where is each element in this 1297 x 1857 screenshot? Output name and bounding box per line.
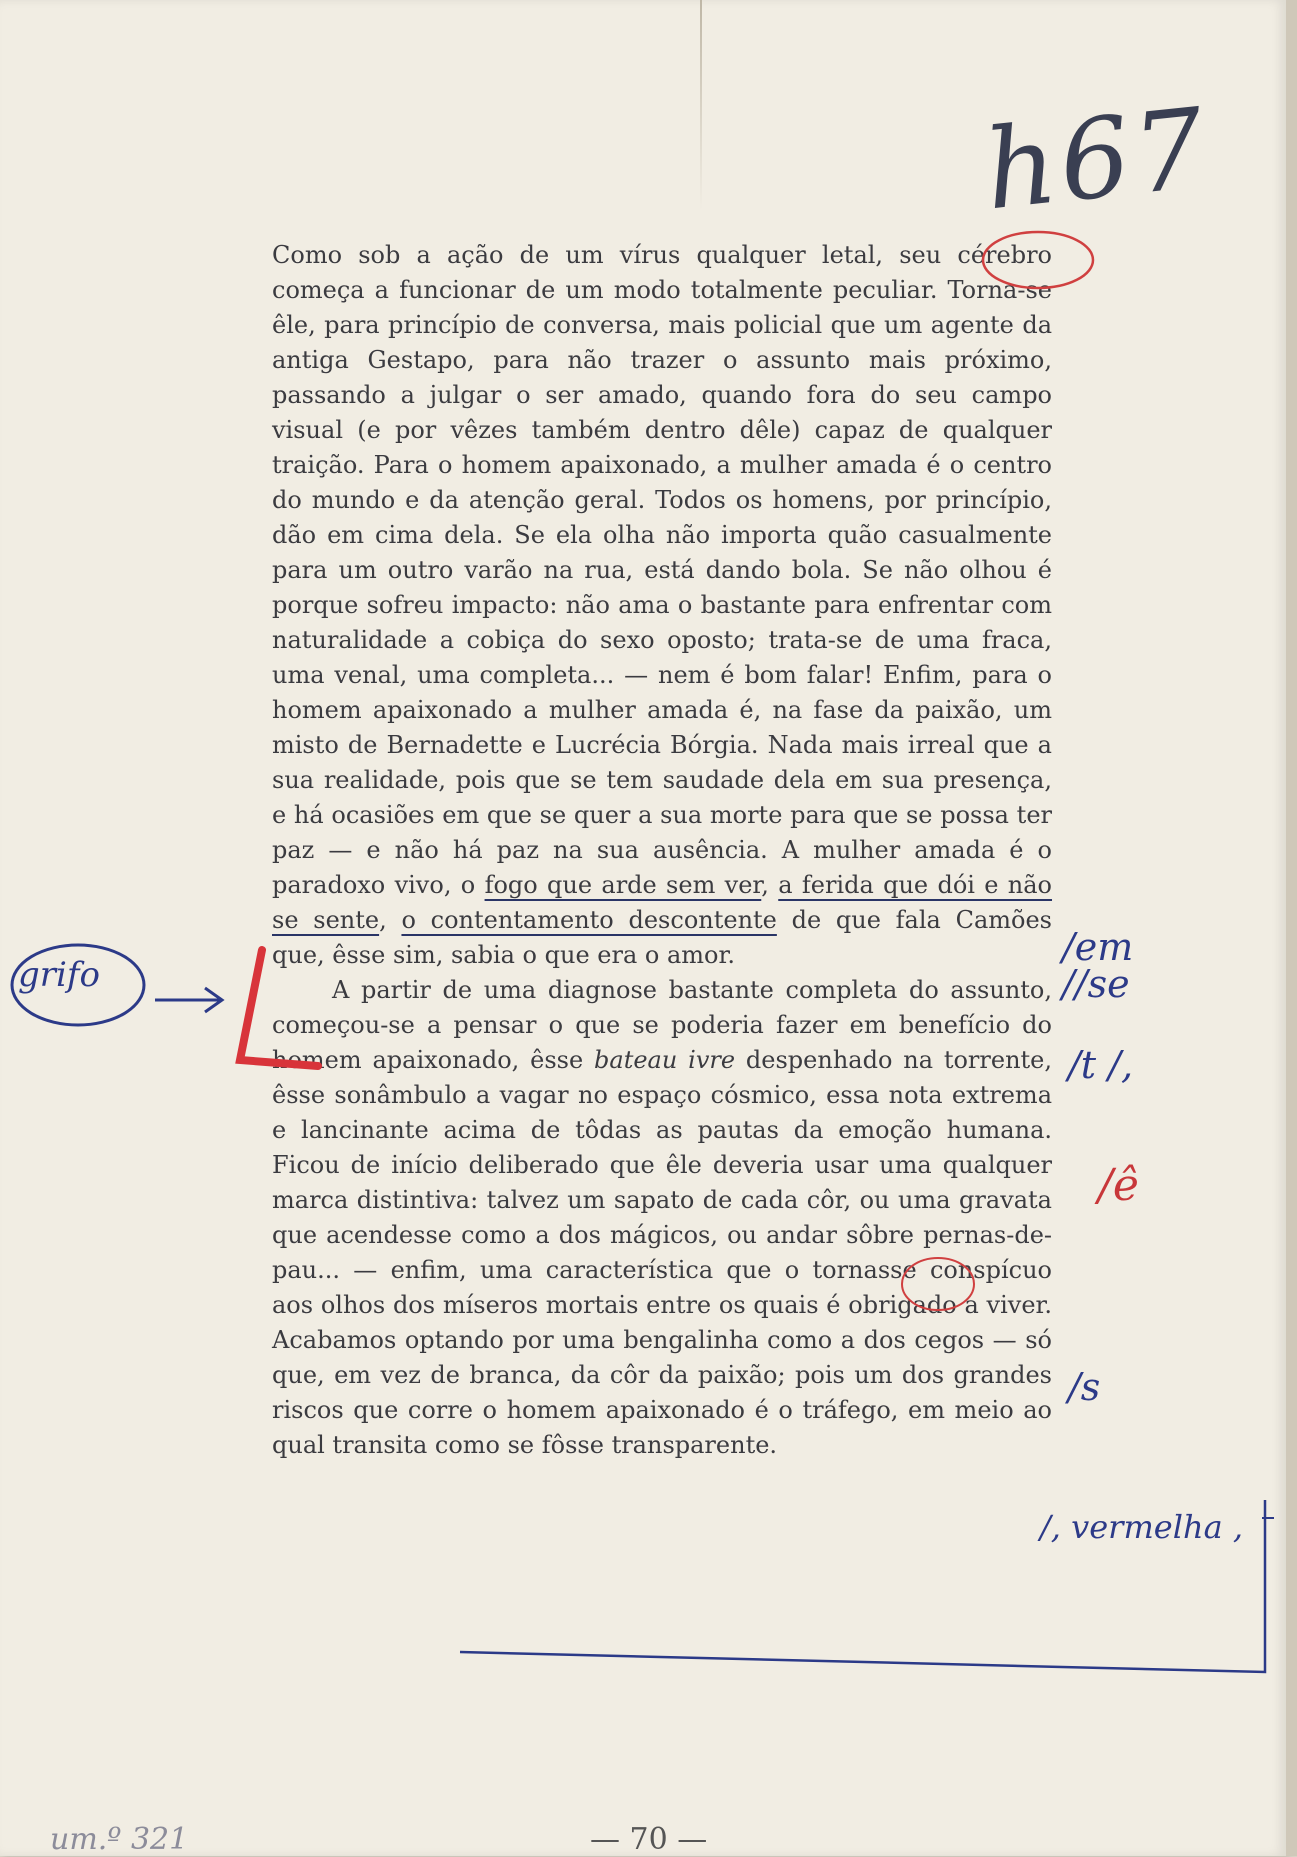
bottom-left-note: um.º 321 [50,1822,189,1857]
text-segment-normal: de que fala Camões que, êsse sim, sabia o que era o amor. [272,906,1052,969]
folio-number: — 70 — [590,1822,708,1857]
handwritten-page-number: h67 [978,83,1214,235]
text-segment-normal: despenhado na torrente, êsse sonâmbulo a vagar no espaço cósmico, essa nota extrema e lancinante acima de tôdas as pautas da emoção humana. Ficou de início deliberado que êle deveria usar uma qualquer marca distintiva: talvez um sapato de cada côr, ou uma gravata que acendesse como a dos mágicos, ou andar sôbre pernas-de-pau... — enfim, uma característica que o tornasse conspícuo aos olhos dos míseros mortais entre os quais é obrigado a viver. Acabamos optando por uma bengalinha como a dos cegos — só que, em vez de branca, da côr da paixão; pois um dos grandes riscos que corre o homem apaixonado é o tráfego, em meio ao qual transita como se fôsse transparente. [272,1046,1053,1459]
text-segment-underline: a ferida que dói e não se sente [272,871,1053,934]
blue-bracket [460,1500,1265,1672]
text-segment-underline: fogo que arde sem ver [484,871,762,899]
margin-note-s: /s [1068,1365,1101,1409]
margin-note-it: /t /, [1068,1043,1134,1087]
margin-note-em: /em [1062,925,1134,969]
text-segment-italic: bateau ivre [594,1046,736,1074]
margin-note-vermelha: /, vermelha , [1040,1508,1243,1546]
text-segment-normal: , [761,871,779,899]
red-circle-cerebro [983,232,1093,288]
text-segment-underline: o contentamento descontente [401,906,777,934]
grifo-circle [12,945,144,1025]
margin-note-e: /ê [1098,1160,1139,1211]
red-circle-deliberado [902,1258,974,1310]
text-segment-normal: Como sob a ação de um vírus qualquer letal, seu cérebro começa a funcionar de um modo totalmente peculiar. Torna-se êle, para princípio de conversa, mais policial que um agente da antiga Gestapo, para não trazer o assunto mais próximo, passando a julgar o ser amado, quando fora do seu campo visual (e por vêzes também dentro dêle) capaz de qualquer traição. Para o homem apaixonado, a mulher amada é o centro do mundo e da atenção geral. Todos os homens, por princípio, dão em cima dela. Se ela olha não importa quão casualmente para um outro varão na rua, está dando bola. Se não olhou é porque sofreu impacto: não ama o bastante para enfrentar com naturalidade a cobiça do sexo oposto; trata-se de uma fraca, uma venal, uma completa... — nem é bom falar! Enfim, para o homem apaixonado a mulher amada é, na fase da paixão, um misto de Bernadette e Lucrécia Bórgia. Nada mais irreal que a sua realidade, pois que se tem saudade dela em sua presença, e há ocasiões em que se quer a sua morte para que se possa ter paz — e não há paz na sua ausência. A mulher amada é o paradoxo vivo, o [272,241,1052,899]
margin-note-se: //se [1062,962,1130,1006]
text-segment-normal: A partir de uma diagnose bastante completa do assunto, começou-se a pensar o que se poderia fazer em benefício do homem apaixonado, êsse [272,976,1052,1074]
margin-note-grifo: grifo [18,955,100,995]
red-bracket [240,950,318,1066]
text-segment-normal: , [379,906,402,934]
